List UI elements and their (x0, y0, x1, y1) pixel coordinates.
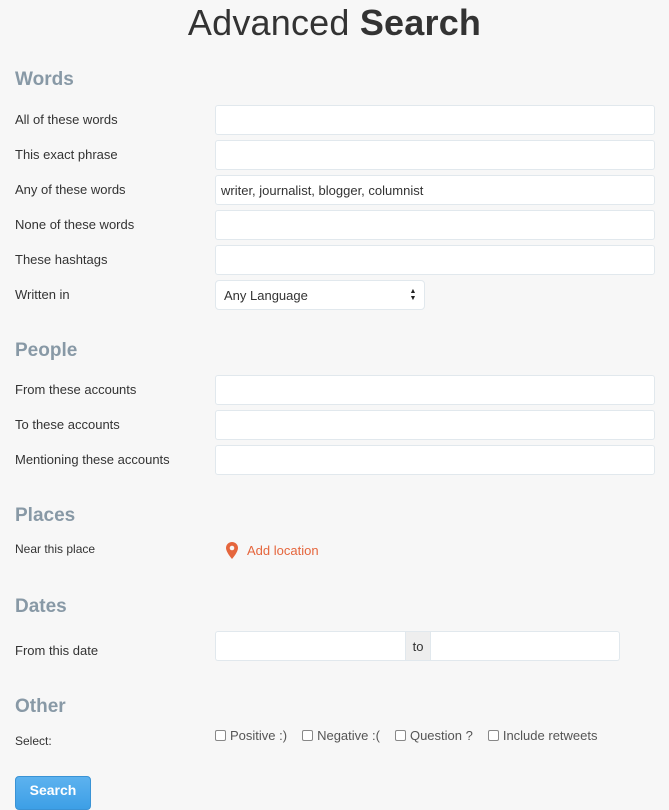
question-checkbox[interactable] (395, 730, 406, 741)
any-words-label: Any of these words (15, 182, 126, 197)
add-location-link[interactable] (226, 542, 319, 559)
negative-checkbox[interactable] (302, 730, 313, 741)
negative-label: Negative :( (317, 728, 380, 743)
positive-option[interactable] (215, 728, 287, 743)
page-title (0, 2, 669, 44)
retweets-label: Include retweets (502, 728, 598, 743)
question-label: Question ? (409, 728, 473, 743)
to-date-input[interactable] (431, 631, 620, 661)
exact-phrase-input[interactable] (215, 140, 655, 170)
retweets-checkbox[interactable] (488, 730, 499, 741)
from-date-input[interactable] (215, 631, 405, 661)
filter-options (215, 728, 613, 743)
from-accounts-label: From these accounts (15, 382, 137, 397)
mentioning-accounts-label: Mentioning these accounts (15, 452, 170, 467)
near-place-label: Near this place (15, 542, 96, 556)
language-select-value: Any Language (224, 288, 308, 303)
question-option[interactable] (395, 728, 473, 743)
language-select[interactable] (215, 280, 425, 310)
to-accounts-input[interactable] (215, 410, 655, 440)
language-label: Written in (15, 287, 70, 302)
add-location-label: Add location (247, 543, 319, 558)
retweets-option[interactable] (488, 728, 598, 743)
hashtags-label: These hashtags (15, 252, 108, 267)
places-heading: Places (15, 505, 76, 526)
select-label: Select: (15, 734, 52, 748)
hashtags-input[interactable] (215, 245, 655, 275)
title-light: Advanced (187, 2, 350, 43)
exact-phrase-label: This exact phrase (15, 147, 118, 162)
all-words-label: All of these words (15, 112, 118, 127)
date-range (215, 631, 620, 661)
none-words-label: None of these words (15, 217, 135, 232)
dates-heading: Dates (15, 596, 67, 617)
location-pin-icon (226, 542, 238, 559)
from-accounts-input[interactable] (215, 375, 655, 405)
to-accounts-label: To these accounts (15, 417, 120, 432)
words-heading: Words (15, 69, 74, 90)
none-words-input[interactable] (215, 210, 655, 240)
negative-option[interactable] (302, 728, 380, 743)
search-button[interactable]: Search (15, 776, 91, 810)
title-bold: Search (359, 2, 482, 43)
from-date-label: From this date (15, 643, 99, 658)
date-separator: to (405, 631, 431, 661)
any-words-input[interactable] (215, 175, 655, 205)
mentioning-accounts-input[interactable] (215, 445, 655, 475)
all-words-input[interactable] (215, 105, 655, 135)
select-arrows-icon: ▲ ▼ (409, 288, 417, 302)
other-heading: Other (15, 696, 66, 717)
positive-label: Positive :) (230, 728, 288, 743)
people-heading: People (15, 340, 78, 361)
positive-checkbox[interactable] (215, 730, 226, 741)
